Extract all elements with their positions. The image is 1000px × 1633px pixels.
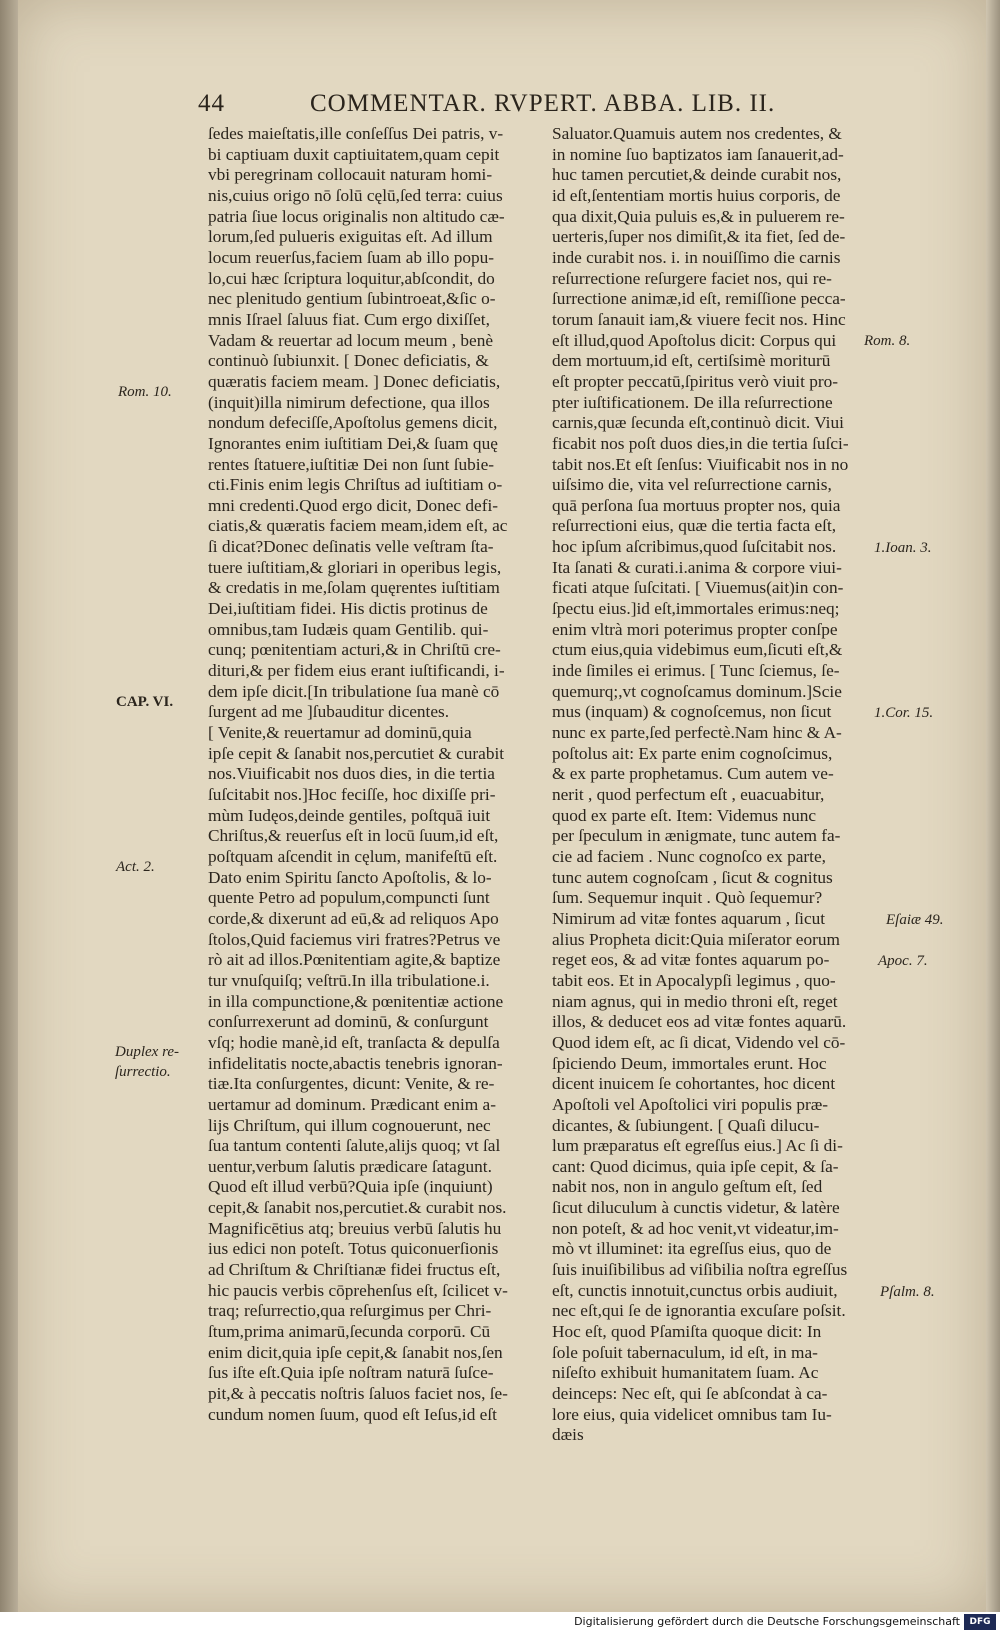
left-column-line: ciatis,& quæratis faciem meam,idem eſt, ac: [208, 516, 508, 536]
left-text-column: [208, 124, 538, 1425]
margin-note-rom10: Rom. 10.: [118, 384, 172, 400]
right-column-line: carnis,quæ ſecunda eſt,continuò dicit. Viui: [552, 413, 844, 433]
left-column-line: nec plenitudo gentium ſubintroeat,&ſic o-: [208, 289, 496, 309]
left-column-line: & credatis in me,ſolam quęrentes iuſtitiam: [208, 578, 500, 598]
margin-note-chapter: CAP. VI.: [116, 694, 174, 710]
margin-note-duplex-2: ſurrectio.: [115, 1064, 171, 1080]
right-column-line: ctum eius,quia videbimus eum,ſicuti eſt,&: [552, 640, 843, 660]
margin-note-1cor15: 1.Cor. 15.: [874, 705, 934, 721]
right-column-line: in nomine ſuo baptizatos iam ſanauerit,ad-: [552, 144, 844, 164]
left-column-line: rò ait ad illos.Pœnitentiam agite,& baptize: [208, 950, 501, 970]
left-column-line: (inquit)illa nimirum defectione, qua illos: [208, 392, 490, 412]
right-column-line: tabit nos.Et eſt ſenſus: Viuificabit nos in no: [552, 454, 849, 474]
right-column-line: tunc autem cognoſcam , ſicut & cognitus: [552, 867, 833, 887]
right-column-line: nabit nos, non in angulo geſtum eſt, ſed: [552, 1177, 823, 1197]
left-column-line: nondum defeciſſe,Apoſtolus gemens dicit,: [208, 413, 498, 433]
left-column-line: Magnificētius atq; breuius verbū ſalutis hu: [208, 1218, 502, 1238]
right-column-line: niſeſto exhibuit humanitatem ſuam. Ac: [552, 1363, 819, 1383]
right-column-line: ſpiciendo Deum, immortales erunt. Hoc: [552, 1053, 827, 1073]
left-column-line: lijs Chriſtum, qui illum cognouerunt, nec: [208, 1115, 491, 1135]
left-column-line: quæratis faciem meam. ] Donec deficiatis,: [208, 371, 501, 391]
margin-note-psalm8: Pſalm. 8.: [880, 1284, 935, 1300]
left-column-line: ius edici non poteſt. Totus quiconuerſionis: [208, 1239, 499, 1259]
right-column-line: Nimirum ad vitæ fontes aquarum , ſicut: [552, 908, 826, 928]
right-column-line: ſicut diluculum à cunctis videtur, & latère: [552, 1198, 840, 1218]
left-column-line: enim dicit,quia ipſe cepit,& ſanabit nos,ſen: [208, 1342, 503, 1362]
left-column-line: dituri,& per fidem eius erant iuſtificandi, i-: [208, 661, 505, 681]
right-column-line: lore eius, quia videlicet omnibus tam Iu-: [552, 1404, 832, 1424]
right-column-line: uiſsimo die, vita vel reſurrectione carnis,: [552, 475, 832, 495]
right-column-line: cant: Quod dicimus, quia ipſe cepit, & ſa-: [552, 1156, 839, 1176]
left-column-line: omnibus,tam Iudæis quam Gentilib. qui-: [208, 619, 489, 639]
page-edge-right: [986, 0, 1000, 1612]
right-column-line: reſurrectioni eius, quæ die tertia facta eſt,: [552, 516, 837, 536]
right-column-line: ficabit nos poſt duos dies,in die tertia ſuſci-: [552, 433, 849, 453]
right-column-line: Saluator.Quamuis autem nos credentes, &: [552, 124, 842, 143]
running-title: COMMENTAR. RVPERT. ABBA. LIB. II.: [310, 90, 776, 117]
right-column-line: niam agnus, qui in medio throni eſt, reget: [552, 991, 838, 1011]
left-column-line: pit,& à peccatis noſtris ſaluos faciet nos, ſe-: [208, 1384, 508, 1404]
left-column-line: Quod eſt illud verbū?Quia ipſe (inquiunt): [208, 1177, 493, 1197]
right-column-line: reget eos, & ad vitæ fontes aquarum po-: [552, 950, 830, 970]
right-column-line: nerit , quod perfectum eſt , euacuabitur,: [552, 785, 825, 804]
book-gutter-edge: [0, 0, 18, 1612]
right-column-line: nunc ex parte,ſed perfectè.Nam hinc & A-: [552, 723, 842, 743]
right-text-column: [552, 124, 897, 1446]
left-column-line: infidelitatis nocte,abactis tenebris ignoran-: [208, 1053, 503, 1073]
margin-note-esaiae49: Eſaiæ 49.: [886, 912, 944, 928]
left-column-line: hic paucis verbis cōprehenſus eſt, ſcilicet v-: [208, 1280, 508, 1300]
right-column-line: qua dixit,Quia puluis es,& in puluerem re-: [552, 206, 845, 226]
right-column-line: id eſt,ſententiam mortis huius corporis, de: [552, 185, 841, 205]
right-column-line: Apoſtoli vel Apoſtolici viri populis præ-: [552, 1094, 829, 1114]
right-column-line: illos, & deducet eos ad vitæ fontes aquarū.: [552, 1012, 847, 1032]
right-column-line: eſt, cunctis innotuit,cunctus orbis audiuit,: [552, 1280, 838, 1300]
left-column-line: nos.Viuificabit nos duos dies, in die tertia: [208, 764, 495, 784]
margin-note-act2: Act. 2.: [116, 859, 155, 875]
right-column-line: uerteris,ſuper nos dimiſit,& ita fiet, ſed de-: [552, 227, 846, 247]
right-column-line: cie ad faciem . Nunc cognoſco ex parte,: [552, 846, 826, 866]
right-column-line: poſtolus ait: Ex parte enim cognoſcimus,: [552, 743, 833, 763]
left-column-line: vſq; hodie manè,id eſt, tranſacta & depulſa: [208, 1032, 500, 1052]
left-column-line: dem ipſe dicit.[In tribulatione ſua manè cō: [208, 681, 500, 701]
left-column-line: cundum nomen ſuum, quod eſt Ieſus,id eſt: [208, 1404, 497, 1424]
left-column-line: mni credenti.Quod ergo dicit, Donec defi-: [208, 495, 499, 515]
left-column-line: ſtolos,Quid faciemus viri fratres?Petrus ve: [208, 929, 501, 949]
left-column-line: [ Venite,& reuertamur ad dominū,quia: [208, 723, 472, 743]
right-column-line: lum præparatus eſt egreſſus eius.] Ac ſi di-: [552, 1136, 843, 1156]
left-column-line: locum reuerſus,faciem ſuam ab illo popu-: [208, 247, 495, 267]
left-column-line: cepit,& ſanabit nos,percutiet.& curabit nos.: [208, 1198, 507, 1218]
margin-note-1ioan3: 1.Ioan. 3.: [874, 540, 932, 556]
right-column-line: mus (inquam) & cognoſcemus, non ſicut: [552, 702, 832, 722]
right-column-line: inde ſimiles ei erimus. [ Tunc ſciemus, ſe-: [552, 661, 840, 681]
right-column-line: Hoc eſt, quod Pſamiſta quoque dicit: In: [552, 1322, 822, 1342]
left-column-line: conſurrexerunt ad dominū, & conſurgunt: [208, 1012, 489, 1032]
right-column-line: quemurq;,vt cognoſcamus dominum.]Scie: [552, 681, 842, 701]
left-column-line: uertamur ad dominum. Prædicant enim a-: [208, 1094, 496, 1114]
right-column-line: inde curabit nos. i. in nouiſſimo die carnis: [552, 247, 841, 267]
left-column-line: bi captiuam duxit captiuitatem,quam cepit: [208, 144, 500, 164]
right-column-line: quod ex parte eſt. Item: Videmus nunc: [552, 805, 817, 825]
right-column-line: & ex parte prophetamus. Cum autem ve-: [552, 764, 834, 784]
left-column-line: cti.Finis enim legis Chriſtus ad iuſtitiam o-: [208, 475, 503, 495]
left-column-line: rentes ſtatuere,iuſtitiæ Dei non ſunt ſubie-: [208, 454, 495, 474]
left-column-line: Vadam & reuertar ad locum meum , benè: [208, 330, 494, 350]
right-column-line: non poteſt, & ad hoc venit,vt videatur,im-: [552, 1218, 839, 1238]
book-page: [18, 0, 986, 1612]
right-column-line: ſuis inuiſibilibus ad viſibilia noſtra egreſſus: [552, 1260, 848, 1280]
left-column-line: corde,& dixerunt ad eū,& ad reliquos Apo: [208, 908, 499, 928]
right-column-line: torum ſanauit iam,& viuere fecit nos. Hinc: [552, 309, 846, 329]
left-column-line: ad Chriſtum & Chriſtianæ fidei fructus eſt,: [208, 1260, 501, 1280]
left-column-line: Ignorantes enim iuſtitiam Dei,& ſuam quę: [208, 433, 498, 453]
right-column-line: dicantes, & ſubiungent. [ Quaſi dilucu-: [552, 1115, 820, 1135]
right-column-line: hoc ipſum aſcribimus,quod ſuſcitabit nos.: [552, 537, 837, 557]
left-column-line: mnis Iſrael ſaluus fiat. Cum ergo dixiſſet,: [208, 309, 490, 329]
right-column-line: deinceps: Nec eſt, qui ſe abſcondat à ca-: [552, 1384, 828, 1404]
left-column-line: Dato enim Spiritu ſancto Apoſtolis, & lo-: [208, 867, 492, 887]
left-column-line: vbi peregrinam collocauit naturam homi-: [208, 165, 493, 185]
left-column-line: ſuſcitabit nos.]Hoc feciſſe, hoc dixiſſe pri-: [208, 785, 496, 804]
left-column-line: cunq; pœnitentiam acturi,& in Chriſtū cre-: [208, 640, 501, 660]
margin-note-duplex-1: Duplex re-: [115, 1044, 179, 1060]
left-column-line: poſtquam aſcendit in cęlum, manifeſtū eſt.: [208, 846, 498, 866]
left-column-line: tiæ.Ita conſurgentes, dicunt: Venite, & re-: [208, 1074, 495, 1094]
dfg-logo: DFG: [964, 1614, 996, 1630]
right-column-line: mò vt illuminet: ita egreſſus eius, quo de: [552, 1239, 832, 1259]
right-column-line: enim vltrà mori poterimus propter conſpe: [552, 619, 838, 639]
right-column-line: dem mortuum,id eſt, certiſsimè moriturū: [552, 351, 831, 371]
right-column-line: ſum. Sequemur inquit . Quò ſequemur?: [552, 888, 823, 908]
left-column-line: patria ſiue locus originalis non altitudo cæ-: [208, 206, 505, 226]
right-column-line: dæis: [552, 1425, 584, 1445]
left-column-line: ſua tantum contenti ſalute,alijs quoq; vt ſal: [208, 1136, 501, 1156]
page-number: 44: [198, 90, 225, 117]
right-column-line: per ſpeculum in ænigmate, tunc autem fa-: [552, 826, 841, 846]
left-column-line: traq; reſurrectio,qua reſurgimus per Chri-: [208, 1301, 492, 1321]
left-column-line: quente Petro ad populum,compuncti ſunt: [208, 888, 490, 908]
right-column-line: ficati atque ſuſcitati. [ Viuemus(ait)in con-: [552, 578, 844, 598]
right-column-line: Quod idem eſt, ac ſi dicat, Videndo vel cō-: [552, 1032, 846, 1052]
right-column-line: reſurrectione reſurgere faciet nos, qui re-: [552, 268, 832, 288]
left-column-line: ſi dicat?Donec deſinatis velle veſtram ſta-: [208, 537, 494, 557]
left-column-line: tur vnuſquiſq; veſtrū.In illa tribulatione.i.: [208, 970, 490, 990]
left-column-line: tuere iuſtitiam,& gloriari in operibus legis,: [208, 557, 502, 577]
right-column-line: eſt propter peccatū,ſpiritus verò viuit pro-: [552, 371, 839, 391]
left-column-line: ſus iſte eſt.Quia ipſe noſtram naturā ſuſce-: [208, 1363, 494, 1383]
right-column-line: ſole poſuit tabernaculum, id eſt, in ma-: [552, 1342, 818, 1362]
digitization-footer: [0, 1612, 1000, 1633]
right-column-line: ſpectu eius.]id eſt,immortales erimus:neq;: [552, 599, 840, 619]
margin-note-rom8: Rom. 8.: [864, 333, 911, 349]
left-column-line: lorum,ſed pulueris exiguitas eſt. Ad illum: [208, 227, 493, 247]
right-column-line: nec eſt,qui ſe de ignorantia excuſare poſsit.: [552, 1301, 846, 1321]
left-column-line: ipſe cepit & ſanabit nos,percutiet & curabit: [208, 743, 505, 763]
left-column-line: mùm Iudęos,deinde gentiles, poſtquā iuit: [208, 805, 491, 825]
right-column-line: Ita ſanati & curati.i.anima & corpore viui-: [552, 557, 842, 577]
left-column-line: Dei,iuſtitiam fidei. His dictis protinus de: [208, 599, 488, 619]
right-column-line: huc tamen percutiet,& deinde curabit nos,: [552, 165, 842, 185]
right-column-line: eſt illud,quod Apoſtolus dicit: Corpus qui: [552, 330, 837, 350]
margin-note-apoc7: Apoc. 7.: [878, 953, 928, 969]
right-column-line: tabit eos. Et in Apocalypſi legimus , quo-: [552, 970, 836, 990]
right-column-line: dicent inuicem ſe cohortantes, hoc dicent: [552, 1074, 836, 1094]
left-column-line: continuò ſubiunxit. [ Donec deficiatis, &: [208, 351, 489, 371]
right-column-line: alius Propheta dicit:Quia miſerator eorum: [552, 929, 840, 949]
right-column-line: quā perſona ſua mortuus propter nos, quia: [552, 495, 841, 515]
left-column-line: Chriſtus,& reuerſus eſt in locū ſuum,id eſt,: [208, 826, 499, 846]
left-column-line: in illa compunctione,& pœnitentiæ actione: [208, 991, 504, 1011]
footer-credit: Digitalisierung gefördert durch die Deutsche Forschungsgemeinschaft: [574, 1615, 960, 1628]
left-column-line: ſedes maieſtatis,ille conſeſſus Dei patris, v-: [208, 124, 504, 143]
right-column-line: pter iuſtificationem. De illa reſurrectione: [552, 392, 833, 412]
left-column-line: uentur,verbum ſalutis prædicare ſatagunt.: [208, 1156, 492, 1176]
left-column-line: nis,cuius origo nō ſolū cęlū,ſed terra: cuius: [208, 185, 503, 205]
right-column-line: ſurrectione animæ,id eſt, remiſſione pecca-: [552, 289, 846, 309]
left-column-line: ſurgent ad me ]ſubauditur dicentes.: [208, 702, 450, 722]
left-column-line: lo,cui hæc ſcriptura loquitur,abſcondit, do: [208, 268, 495, 288]
left-column-line: ſtum,prima animarū,ſecunda corporū. Cū: [208, 1322, 491, 1342]
